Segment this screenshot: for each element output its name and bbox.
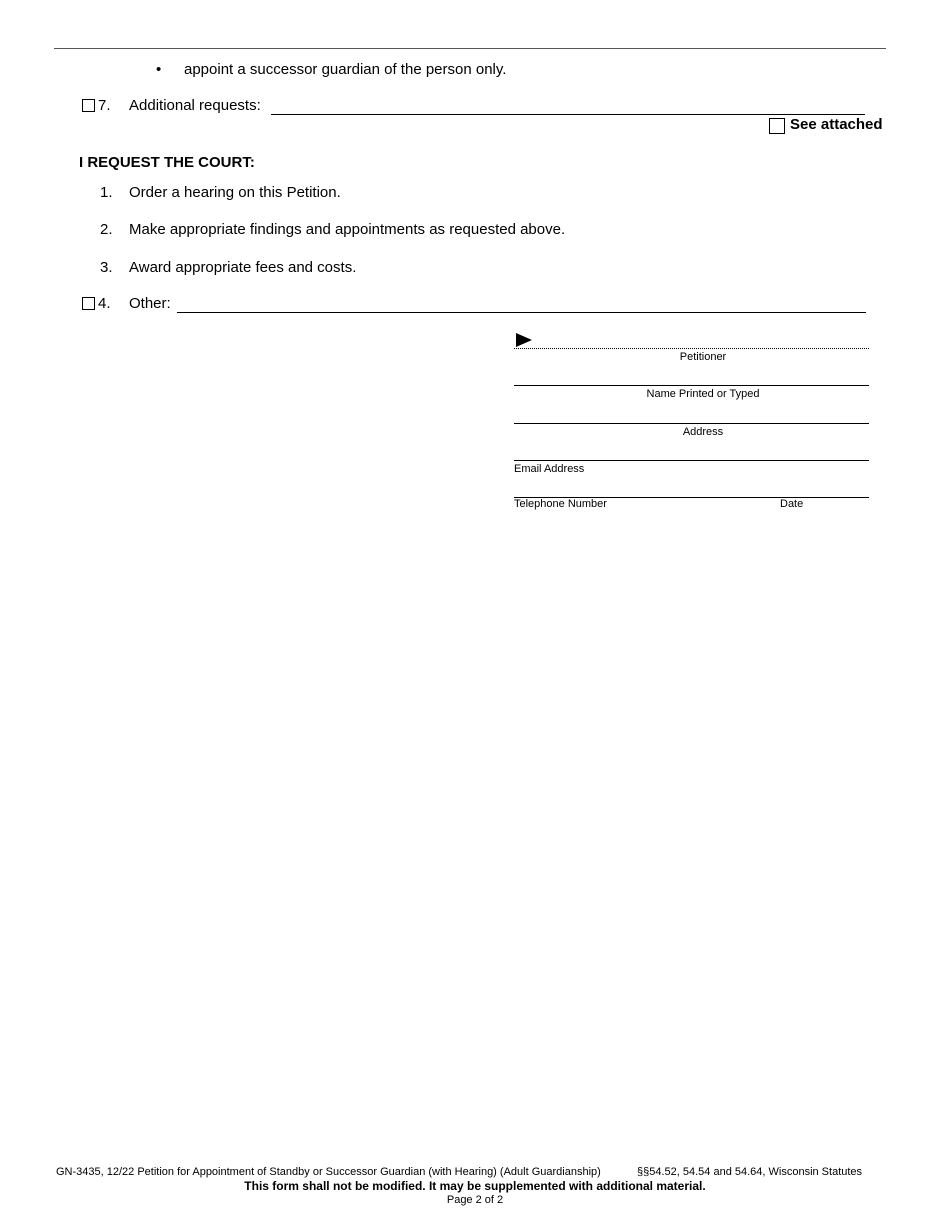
successor-guardian-option: appoint a successor guardian of the person only. (184, 61, 507, 78)
request-item-1-text: Order a hearing on this Petition. (129, 184, 341, 201)
petitioner-label: Petitioner (679, 351, 727, 363)
request-item-1-number: 1. (100, 184, 113, 201)
see-attached-label: See attached (790, 116, 883, 133)
see-attached-checkbox[interactable] (769, 118, 785, 134)
telephone-label: Telephone Number (514, 498, 607, 510)
email-label: Email Address (514, 463, 585, 475)
petitioner-signature-line[interactable] (514, 348, 869, 349)
other-request-label: Other: (129, 295, 171, 312)
footer-notice: This form shall not be modified. It may be supplemented with additional material. (244, 1179, 706, 1193)
name-printed-line[interactable] (514, 385, 869, 386)
item-7-number: 7. (98, 97, 111, 114)
email-line[interactable] (514, 460, 869, 461)
footer-statutes: §§54.52, 54.54 and 54.64, Wisconsin Statutes (637, 1166, 863, 1178)
footer-form-id: GN-3435, 12/22 Petition for Appointment of Standby or Successor Guardian (with Hearing) (Adult Guardianship) (56, 1166, 601, 1178)
address-label: Address (682, 426, 724, 438)
additional-requests-field[interactable] (271, 114, 865, 115)
other-request-field[interactable] (177, 312, 866, 313)
address-line[interactable] (514, 423, 869, 424)
request-item-4-number: 4. (98, 295, 111, 312)
name-printed-label: Name Printed or Typed (646, 388, 760, 400)
request-item-3-number: 3. (100, 259, 113, 276)
date-label: Date (780, 498, 804, 510)
top-rule (54, 48, 886, 49)
request-item-3-text: Award appropriate fees and costs. (129, 259, 357, 276)
other-request-checkbox[interactable] (82, 297, 95, 310)
additional-requests-label: Additional requests: (129, 97, 261, 114)
sign-here-arrow-icon (516, 333, 532, 347)
request-heading: I REQUEST THE COURT: (79, 154, 255, 171)
bullet-icon: • (156, 61, 162, 78)
additional-requests-checkbox[interactable] (82, 99, 95, 112)
request-item-2-number: 2. (100, 221, 113, 238)
request-item-2-text: Make appropriate findings and appointments as requested above. (129, 221, 566, 238)
page-number: Page 2 of 2 (446, 1194, 504, 1206)
